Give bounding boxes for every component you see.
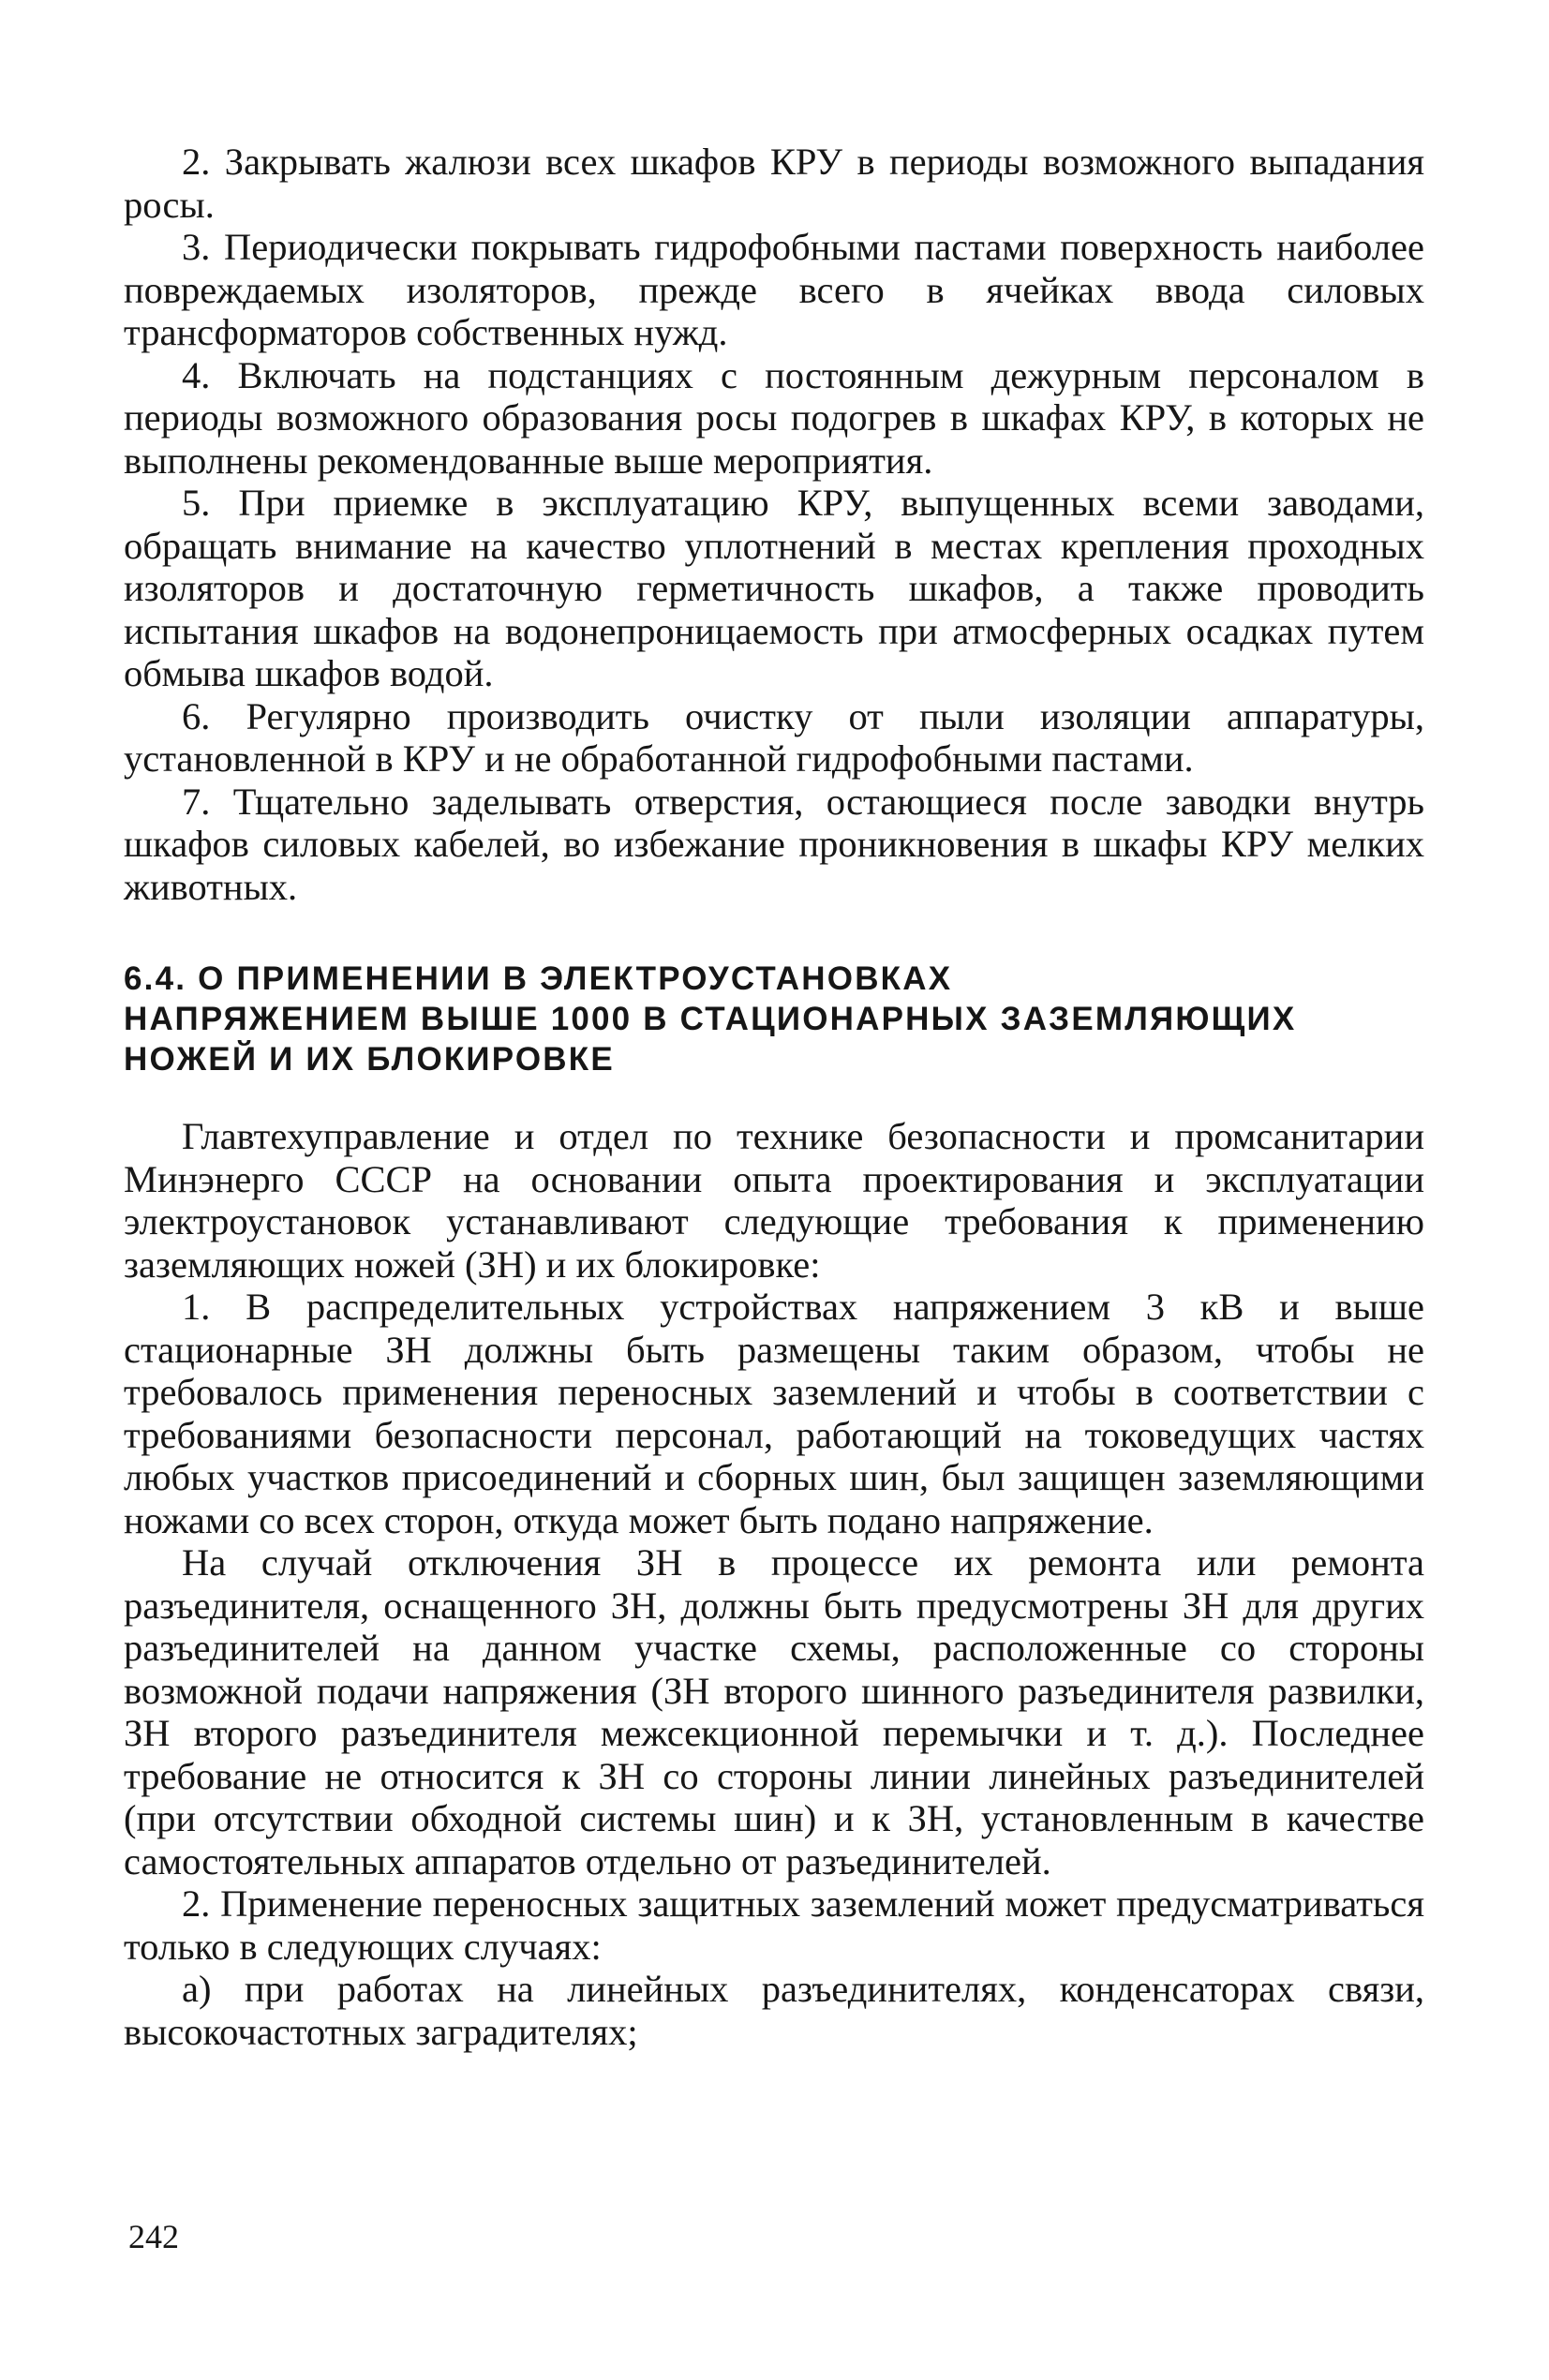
paragraph-item-2: 2. Закрывать жалюзи всех шкафов КРУ в периоды возможного выпадания росы.: [124, 141, 1424, 226]
paragraph-requirement-2: 2. Применение переносных защитных заземлений может предусматриваться только в следующих случаях:: [124, 1882, 1424, 1968]
paragraph-item-4: 4. Включать на подстанциях с постоянным дежурным персоналом в периоды возможного образования росы подогрев в шкафах КРУ, в которых не выполнены рекомендованные выше мероприятия.: [124, 353, 1424, 482]
page-body: [124, 141, 1424, 2053]
page-number: 242: [128, 2218, 179, 2255]
section-heading-line-1: 6.4. О ПРИМЕНЕНИИ В ЭЛЕКТРОУСТАНОВКАХ: [124, 960, 953, 997]
paragraph-case-a: а) при работах на линейных разъединителях, конденсаторах связи, высокочастотных заградителях;: [124, 1968, 1424, 2053]
paragraph-requirement-1: 1. В распределительных устройствах напряжением 3 кВ и выше стационарные ЗН должны быть размещены таким образом, чтобы не требовалось применения переносных заземлений и чтобы в соответствии с требованиями безопасности персонал, работающий на токоведущих частях любых участков присоединений и сборных шин, был защищен заземляющими ножами со всех сторон, откуда может быть подано напряжение.: [124, 1286, 1424, 1541]
section-heading-line-3: НОЖЕЙ И ИХ БЛОКИРОВКЕ: [124, 1041, 615, 1078]
paragraph-item-7: 7. Тщательно заделывать отверстия, остающиеся после заводки внутрь шкафов силовых кабелей, во избежание проникновения в шкафы КРУ мелких животных.: [124, 780, 1424, 908]
section-heading-line-2: НАПРЯЖЕНИЕМ ВЫШЕ 1000 В СТАЦИОНАРНЫХ ЗАЗЕМЛЯЮЩИХ: [124, 1001, 1297, 1037]
paragraph-item-5: 5. При приемке в эксплуатацию КРУ, выпущенных всеми заводами, обращать внимание на качество уплотнений в местах крепления проходных изоляторов и достаточную герметичность шкафов, а также проводить испытания шкафов на водонепроницаемость при атмосферных осадках путем обмыва шкафов водой.: [124, 482, 1424, 694]
paragraph-item-6: 6. Регулярно производить очистку от пыли изоляции аппаратуры, установленной в КРУ и не обработанной гидрофобными пастами.: [124, 694, 1424, 780]
paragraph-repair-case: На случай отключения ЗН в процессе их ремонта или ремонта разъединителя, оснащенного ЗН, должны быть предусмотрены ЗН для других разъединителей на данном участке схемы, расположенные со стороны возможной подачи напряжения (ЗН второго шинного разъединителя развилки, ЗН второго разъединителя межсекционной перемычки и т. д.). Последнее требование не относится к ЗН со стороны линии линейных разъединителей (при отсутствии обходной системы шин) и к ЗН, установленным в качестве самостоятельных аппаратов отдельно от разъединителей.: [124, 1541, 1424, 1882]
paragraph-item-3: 3. Периодически покрывать гидрофобными пастами поверхность наиболее повреждаемых изоляторов, прежде всего в ячейках ввода силовых трансформаторов собственных нужд.: [124, 226, 1424, 353]
section-heading: [124, 959, 1424, 1079]
paragraph-intro: Главтехуправление и отдел по технике безопасности и промсанитарии Минэнерго СССР на основании опыта проектирования и эксплуатации электроустановок устанавливают следующие требования к применению заземляющих ножей (ЗН) и их блокировке:: [124, 1115, 1424, 1286]
